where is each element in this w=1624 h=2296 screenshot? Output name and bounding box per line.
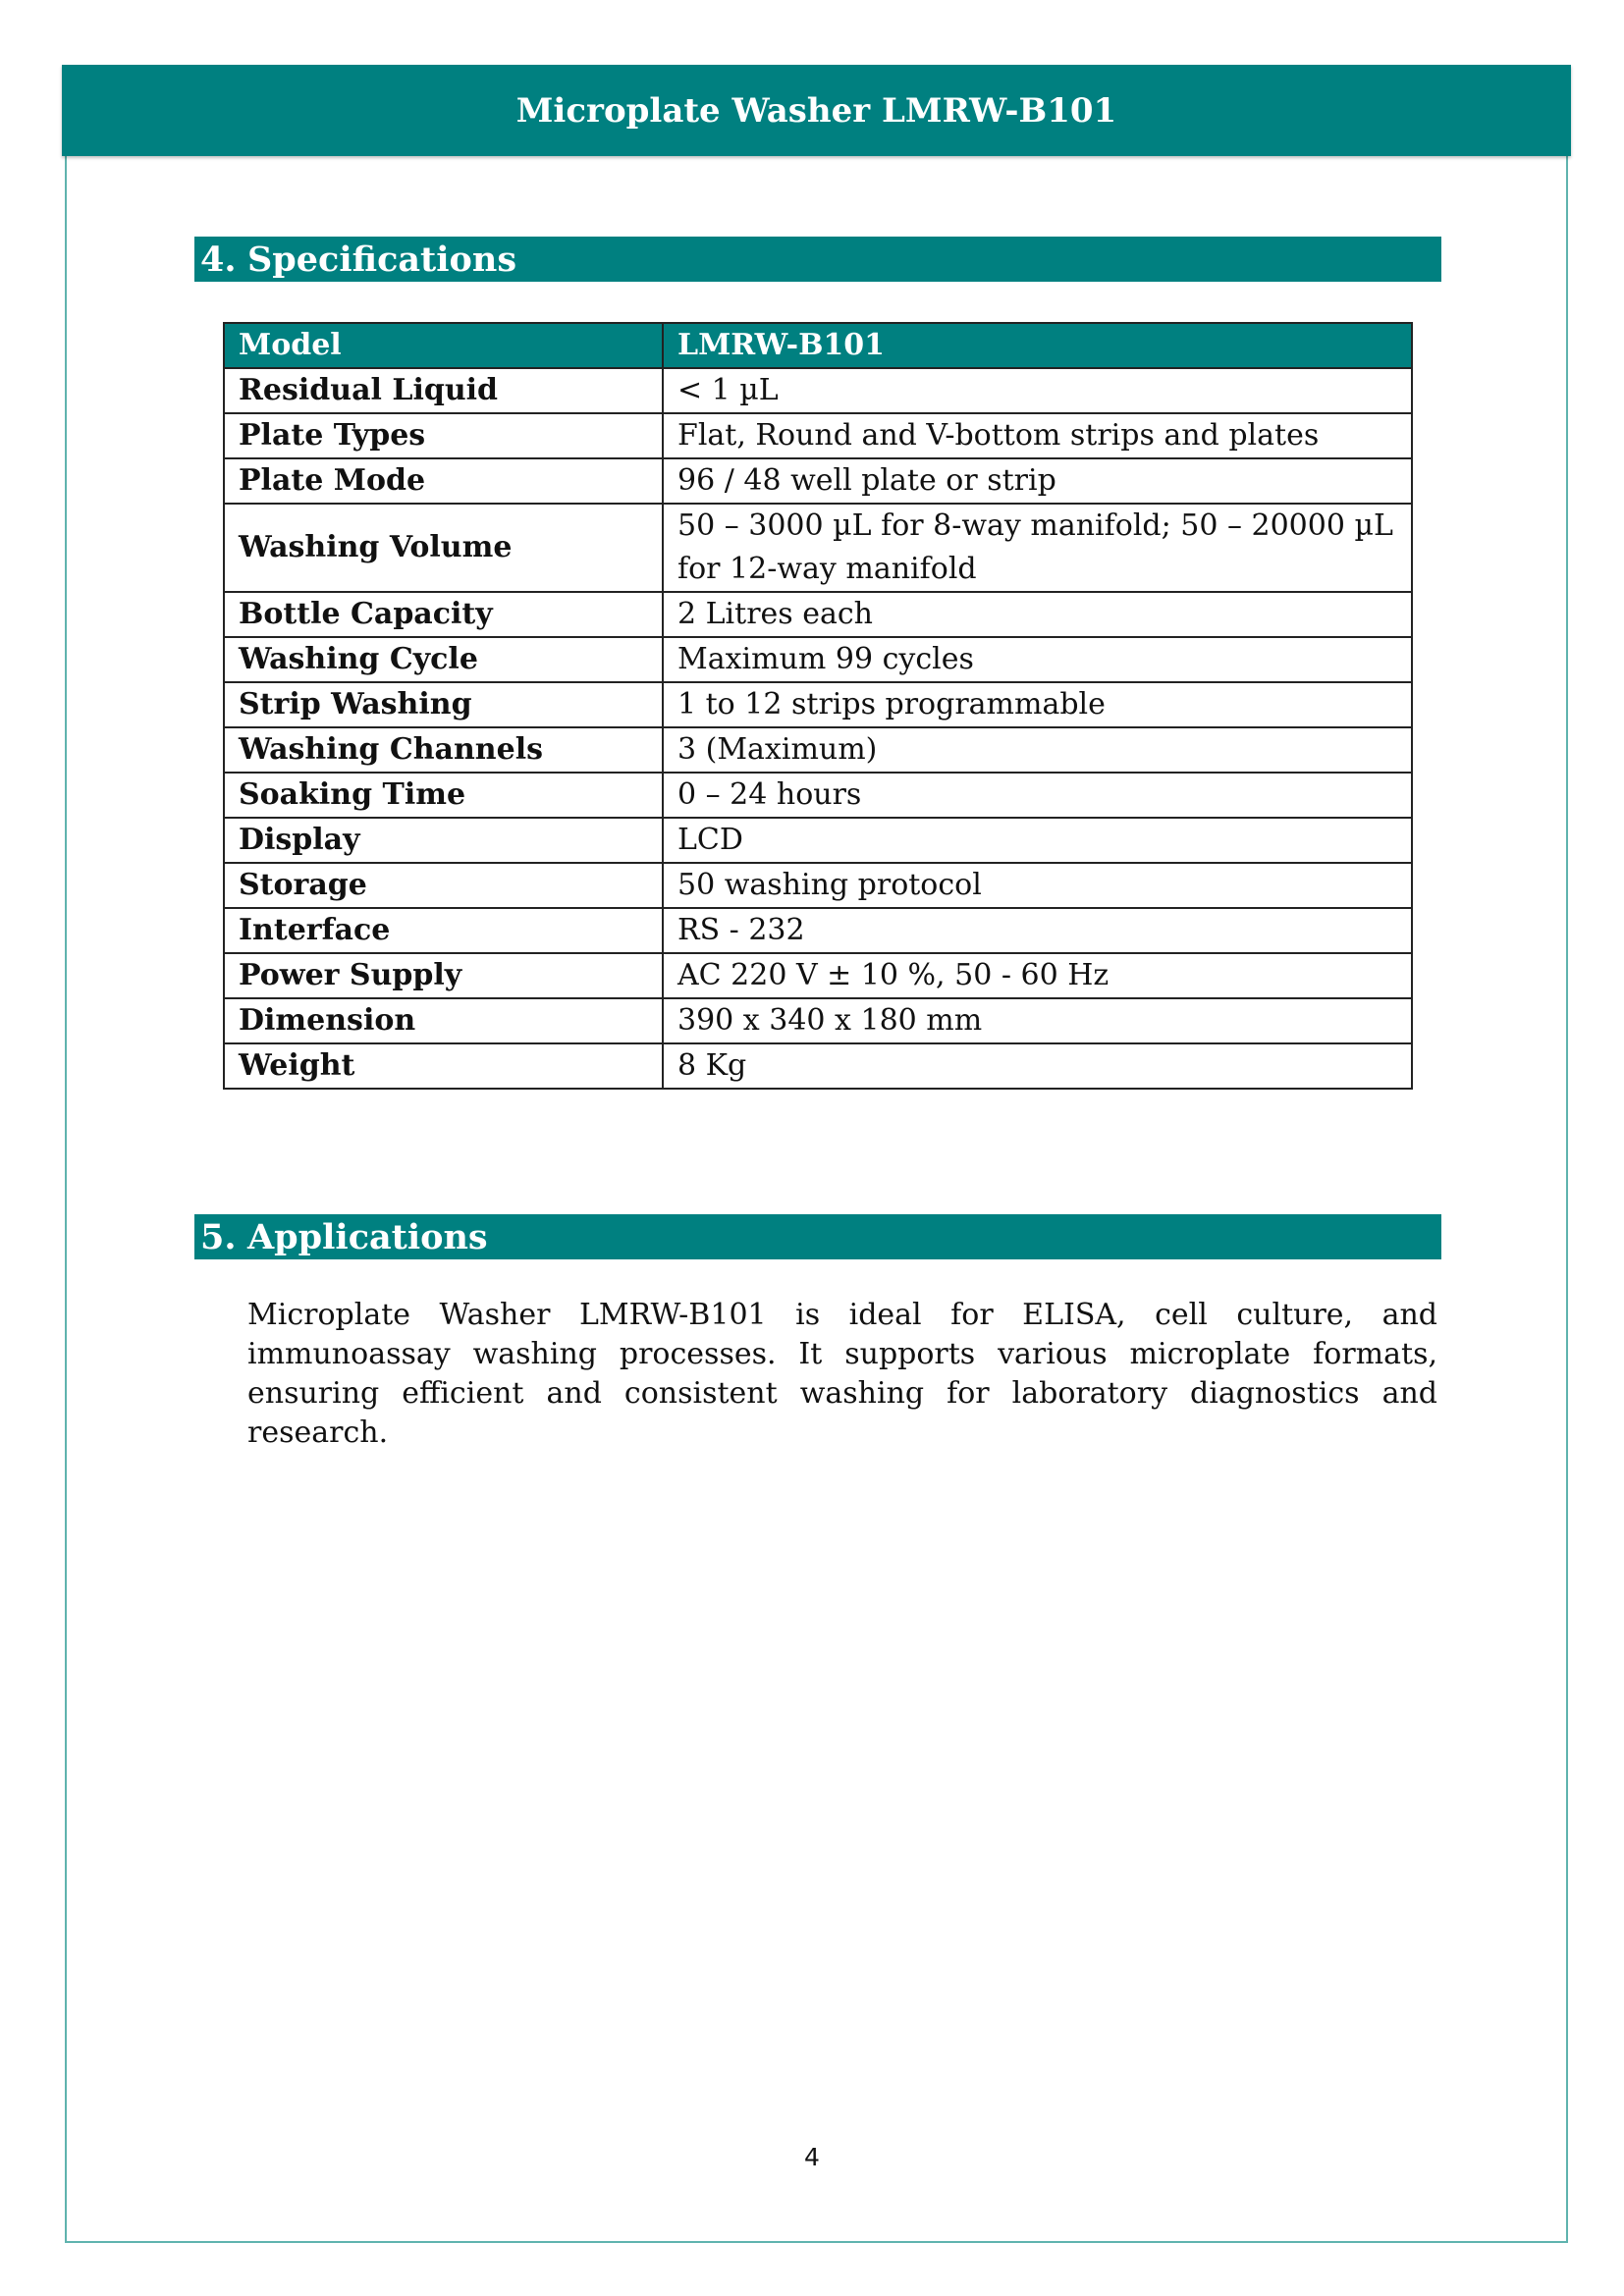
table-row bbox=[224, 413, 1412, 458]
spec-value: 1 to 12 strips programmable bbox=[663, 682, 1412, 727]
column-header-model: Model bbox=[224, 323, 663, 368]
spec-value: 50 washing protocol bbox=[663, 863, 1412, 908]
spec-value: 3 (Maximum) bbox=[663, 727, 1412, 773]
spec-name: Strip Washing bbox=[224, 682, 663, 727]
document-title-banner bbox=[62, 65, 1571, 156]
spec-name: Dimension bbox=[224, 998, 663, 1043]
spec-value: 50 – 3000 µL for 8-way manifold; 50 – 20000 µL for 12-way manifold bbox=[663, 504, 1412, 592]
spec-name: Bottle Capacity bbox=[224, 592, 663, 637]
table-row bbox=[224, 637, 1412, 682]
section-number: 4. bbox=[200, 239, 237, 280]
spec-value: 96 / 48 well plate or strip bbox=[663, 458, 1412, 504]
document-title: Microplate Washer LMRW-B101 bbox=[515, 90, 1117, 131]
table-row bbox=[224, 682, 1412, 727]
spec-name: Weight bbox=[224, 1043, 663, 1089]
table-row bbox=[224, 592, 1412, 637]
spec-name: Interface bbox=[224, 908, 663, 953]
page-number: 4 bbox=[804, 2143, 820, 2171]
section-title: Specifications bbox=[247, 239, 517, 280]
spec-name: Soaking Time bbox=[224, 773, 663, 818]
table-row bbox=[224, 727, 1412, 773]
spec-value: LCD bbox=[663, 818, 1412, 863]
spec-value: 390 x 340 x 180 mm bbox=[663, 998, 1412, 1043]
table-row bbox=[224, 458, 1412, 504]
table-header-row bbox=[224, 323, 1412, 368]
spec-value: Maximum 99 cycles bbox=[663, 637, 1412, 682]
table-row bbox=[224, 998, 1412, 1043]
spec-name: Display bbox=[224, 818, 663, 863]
table-row bbox=[224, 908, 1412, 953]
spec-name: Residual Liquid bbox=[224, 368, 663, 413]
spec-value: AC 220 V ± 10 %, 50 - 60 Hz bbox=[663, 953, 1412, 998]
applications-heading bbox=[194, 1214, 1441, 1259]
spec-name: Washing Channels bbox=[224, 727, 663, 773]
specifications-table-body bbox=[224, 368, 1412, 1089]
table-row bbox=[224, 953, 1412, 998]
spec-value: Flat, Round and V-bottom strips and plates bbox=[663, 413, 1412, 458]
table-row bbox=[224, 863, 1412, 908]
spec-name: Power Supply bbox=[224, 953, 663, 998]
spec-value: 2 Litres each bbox=[663, 592, 1412, 637]
table-row bbox=[224, 368, 1412, 413]
section-title: Applications bbox=[247, 1216, 488, 1257]
column-header-value: LMRW-B101 bbox=[663, 323, 1412, 368]
specifications-table bbox=[223, 322, 1413, 1090]
table-row bbox=[224, 818, 1412, 863]
spec-name: Plate Mode bbox=[224, 458, 663, 504]
spec-value: 0 – 24 hours bbox=[663, 773, 1412, 818]
applications-paragraph: Microplate Washer LMRW-B101 is ideal for ELISA, cell culture, and immunoassay washing processes. It supports various microplate formats, ensuring efficient and consistent washing for laboratory diagnostics and research. bbox=[247, 1298, 1437, 1450]
spec-name: Plate Types bbox=[224, 413, 663, 458]
spec-name: Storage bbox=[224, 863, 663, 908]
spec-value: 8 Kg bbox=[663, 1043, 1412, 1089]
spec-value: < 1 µL bbox=[663, 368, 1412, 413]
table-row bbox=[224, 773, 1412, 818]
spec-value: RS - 232 bbox=[663, 908, 1412, 953]
table-row bbox=[224, 1043, 1412, 1089]
specifications-heading bbox=[194, 237, 1441, 282]
table-row bbox=[224, 504, 1412, 592]
spec-name: Washing Volume bbox=[224, 504, 663, 592]
section-number: 5. bbox=[200, 1216, 237, 1257]
spec-name: Washing Cycle bbox=[224, 637, 663, 682]
